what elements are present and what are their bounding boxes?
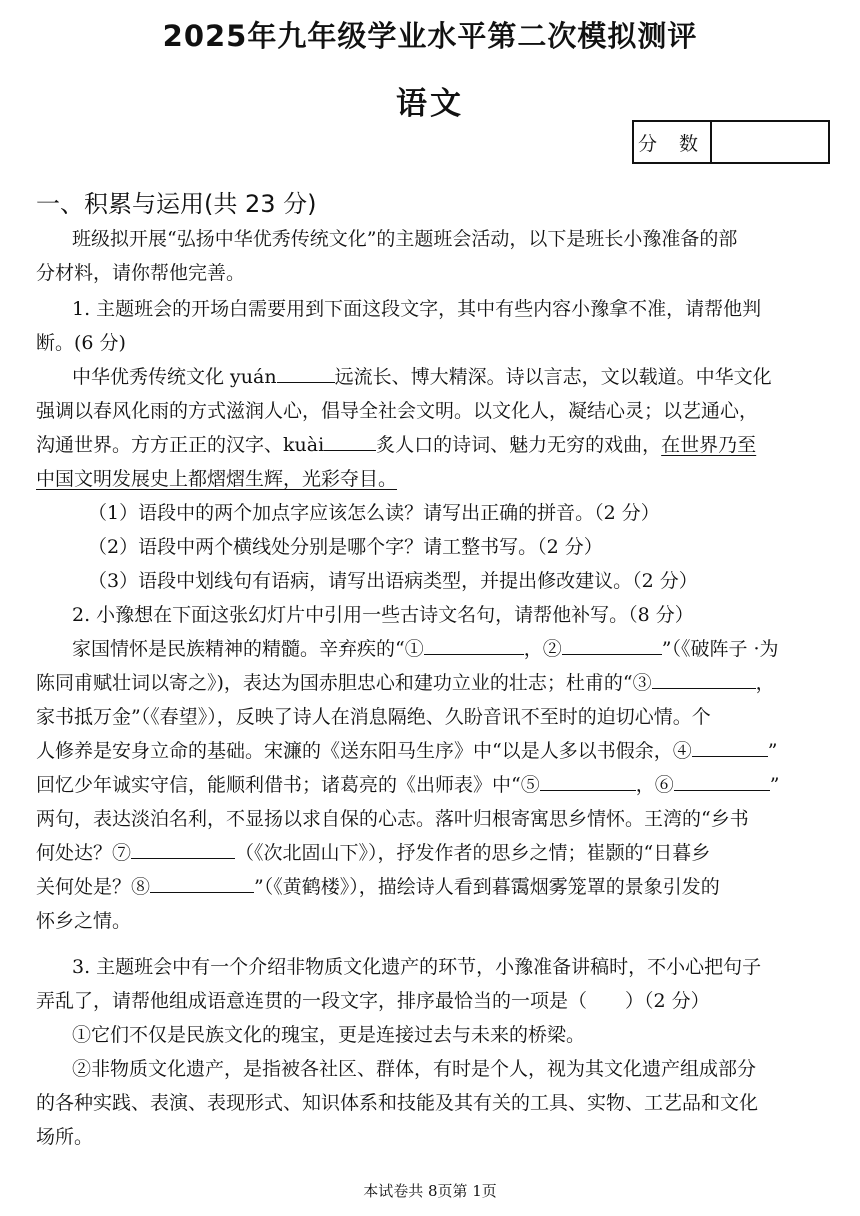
answer-blank[interactable]: [277, 364, 335, 383]
q1-sub-question: （1）语段中的两个加点字应该怎么读？请写出正确的拼音。（2 分）: [88, 502, 660, 524]
score-label: 分 数: [634, 122, 712, 162]
q1-passage-line: [36, 462, 832, 496]
page-footer: 本试卷共 8页第 1页: [363, 1182, 497, 1200]
q1-passage-line: [36, 428, 832, 462]
q2-line: [36, 768, 832, 802]
q2-line: [36, 836, 832, 870]
q3-stem: 弄乱了，请帮他组成语意连贯的一段文字，排序最恰当的一项是（ ）（2 分）: [36, 990, 710, 1012]
score-input-cell[interactable]: [712, 122, 828, 162]
answer-blank[interactable]: [324, 432, 376, 451]
answer-blank[interactable]: [424, 636, 524, 655]
q2-stem: 2. 小豫想在下面这张幻灯片中引用一些古诗文名句，请帮他补写。（8 分）: [72, 604, 694, 626]
answer-blank[interactable]: [692, 738, 768, 757]
q2-line: 怀乡之情。: [36, 910, 132, 932]
q2-text: （《次北固山下》），抒发作者的思乡之情；崔颢的“日暮乡: [235, 842, 711, 864]
passage-text: 中华优秀传统文化 yuán: [72, 366, 277, 388]
q2-text: 关何处是？⑧: [36, 876, 151, 898]
intro-line: 分材料，请你帮他完善。: [36, 262, 246, 284]
q1-passage-line: [72, 360, 832, 394]
q2-text: ，: [755, 672, 775, 694]
q2-text: ”: [767, 740, 778, 762]
passage-text: 远流长、博大精深。诗以言志，文以载道。中华文化: [334, 366, 772, 388]
q2-text: ”: [769, 774, 780, 796]
answer-blank[interactable]: [150, 874, 254, 893]
answer-blank[interactable]: [674, 772, 770, 791]
q2-line: 家书抵万金”（《春望》），反映了诗人在消息隔绝、久盼音讯不至时的迫切心情。个: [36, 706, 711, 728]
q2-line: [36, 870, 832, 904]
q2-line: [72, 632, 832, 666]
q2-text: ”（《破阵子 ·为: [661, 638, 779, 660]
q3-item: ①它们不仅是民族文化的瑰宝，更是连接过去与未来的桥梁。: [72, 1024, 586, 1046]
q1-sub-question: （3）语段中划线句有语病，请写出语病类型，并提出修改建议。（2 分）: [88, 570, 698, 592]
q2-text: 回忆少年诚实守信，能顺利借书；诸葛亮的《出师表》中“⑤: [36, 774, 540, 796]
score-box: [632, 120, 830, 164]
subject-title: 语文: [396, 86, 464, 122]
q2-line: [36, 666, 832, 700]
q3-item: ②非物质文化遗产，是指被各社区、群体，有时是个人，视为其文化遗产组成部分: [72, 1058, 757, 1080]
answer-blank[interactable]: [562, 636, 662, 655]
q3-item: 的各种实践、表演、表现形式、知识体系和技能及其有关的工具、实物、工艺品和文化: [36, 1092, 759, 1114]
q1-stem: 1. 主题班会的开场白需要用到下面这段文字，其中有些内容小豫拿不准，请帮他判: [72, 298, 762, 320]
q2-line: 两句，表达淡泊名利，不显扬以求自保的心志。落叶归根寄寓思乡情怀。王湾的“乡书: [36, 808, 749, 830]
answer-blank[interactable]: [540, 772, 636, 791]
q3-item: 场所。: [36, 1126, 94, 1148]
q2-text: 人修养是安身立命的基础。宋濂的《送东阳马生序》中“以是人多以书假余，④: [36, 740, 692, 762]
q2-text: ”（《黄鹤楼》），描绘诗人看到暮霭烟雾笼罩的景象引发的: [254, 876, 720, 898]
q3-stem: 3. 主题班会中有一个介绍非物质文化遗产的环节，小豫准备讲稿时，不小心把句子: [72, 956, 762, 978]
answer-blank[interactable]: [131, 840, 235, 859]
passage-text: 沟通世界。方方正正的汉字、kuài: [36, 434, 325, 456]
exam-title: 2025年九年级学业水平第二次模拟测评: [162, 19, 698, 53]
underlined-sentence: 中国文明发展史上都熠熠生辉，光彩夺目。: [36, 468, 398, 490]
q2-text: ，②: [523, 638, 562, 660]
intro-line: 班级拟开展“弘扬中华优秀传统文化”的主题班会活动，以下是班长小豫准备的部: [72, 228, 738, 250]
q1-sub-question: （2）语段中两个横线处分别是哪个字？请工整书写。（2 分）: [88, 536, 603, 558]
q2-text: 家国情怀是民族精神的精髓。辛弃疾的“①: [72, 638, 424, 660]
q2-line: [36, 734, 832, 768]
q2-text: ，⑥: [635, 774, 674, 796]
q2-text: 陈同甫赋壮词以寄之》)，表达为国赤胆忠心和建功立业的壮志；杜甫的“③: [36, 672, 652, 694]
q2-text: 何处达？⑦: [36, 842, 132, 864]
q1-passage-line: 强调以春风化雨的方式滋润人心，倡导全社会文明。以文化人，凝结心灵；以艺通心，: [36, 400, 759, 422]
q1-stem: 断。(6 分): [36, 332, 126, 354]
passage-text: 炙人口的诗词、魅力无穷的戏曲，: [376, 434, 662, 456]
answer-blank[interactable]: [652, 670, 756, 689]
underlined-sentence: 在世界乃至: [661, 434, 757, 456]
section-heading: 一、积累与运用(共 23 分): [36, 190, 317, 218]
